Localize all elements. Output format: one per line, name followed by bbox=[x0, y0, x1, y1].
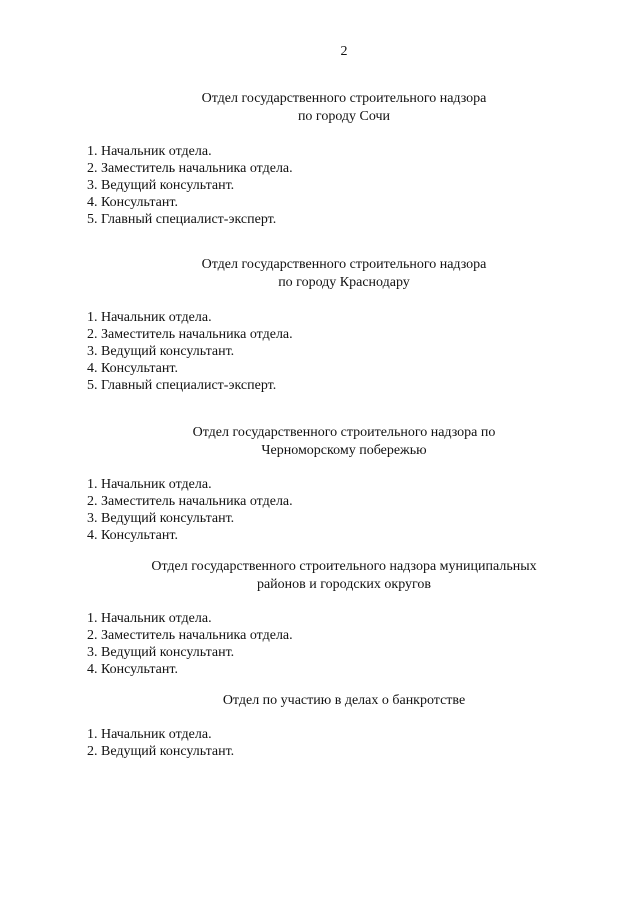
staff-list bbox=[87, 143, 293, 228]
heading-line: Отдел государственного строительного надзора по bbox=[192, 425, 496, 440]
list-item: 1. Начальник отдела. bbox=[87, 611, 212, 626]
list-item: 3. Ведущий консультант. bbox=[87, 178, 235, 193]
heading-line: районов и городских округов bbox=[256, 577, 432, 592]
section-heading bbox=[48, 424, 640, 460]
list-item: 1. Начальник отдела. bbox=[87, 310, 212, 325]
heading-line: Отдел государственного строительного надзора bbox=[201, 257, 487, 272]
section-heading bbox=[48, 90, 640, 126]
list-item: 2. Ведущий консультант. bbox=[87, 744, 235, 759]
list-item: 2. Заместитель начальника отдела. bbox=[87, 494, 293, 509]
heading-line: Отдел государственного строительного надзора bbox=[201, 91, 487, 106]
list-item: 3. Ведущий консультант. bbox=[87, 645, 235, 660]
heading-line: по городу Краснодару bbox=[278, 275, 410, 290]
list-item: 4. Консультант. bbox=[87, 528, 178, 543]
list-item: 1. Начальник отдела. bbox=[87, 727, 212, 742]
heading-line: по городу Сочи bbox=[297, 109, 391, 124]
page-number: 2 bbox=[340, 44, 348, 59]
list-item: 5. Главный специалист-эксперт. bbox=[87, 212, 277, 227]
list-item: 4. Консультант. bbox=[87, 195, 178, 210]
heading-line: Отдел государственного строительного надзора муниципальных bbox=[151, 559, 537, 574]
section-municipal-districts bbox=[0, 558, 640, 677]
section-heading bbox=[48, 256, 640, 292]
list-item: 4. Консультант. bbox=[87, 361, 178, 376]
list-item: 2. Заместитель начальника отдела. bbox=[87, 161, 293, 176]
section-sochi bbox=[0, 90, 640, 227]
section-bankruptcy bbox=[0, 692, 640, 759]
staff-list bbox=[87, 610, 293, 678]
list-item: 1. Начальник отдела. bbox=[87, 477, 212, 492]
staff-list bbox=[87, 476, 293, 544]
section-heading bbox=[48, 692, 640, 710]
staff-list bbox=[87, 726, 234, 760]
staff-list bbox=[87, 309, 293, 394]
list-item: 4. Консультант. bbox=[87, 662, 178, 677]
section-heading bbox=[48, 558, 640, 594]
list-item: 3. Ведущий консультант. bbox=[87, 511, 235, 526]
list-item: 3. Ведущий консультант. bbox=[87, 344, 235, 359]
section-krasnodar bbox=[0, 256, 640, 393]
list-item: 2. Заместитель начальника отдела. bbox=[87, 327, 293, 342]
section-black-sea-coast bbox=[0, 424, 640, 543]
list-item: 5. Главный специалист-эксперт. bbox=[87, 378, 277, 393]
heading-line: Черноморскому побережью bbox=[261, 443, 427, 458]
heading-line: Отдел по участию в делах о банкротстве bbox=[222, 693, 466, 708]
list-item: 1. Начальник отдела. bbox=[87, 144, 212, 159]
list-item: 2. Заместитель начальника отдела. bbox=[87, 628, 293, 643]
